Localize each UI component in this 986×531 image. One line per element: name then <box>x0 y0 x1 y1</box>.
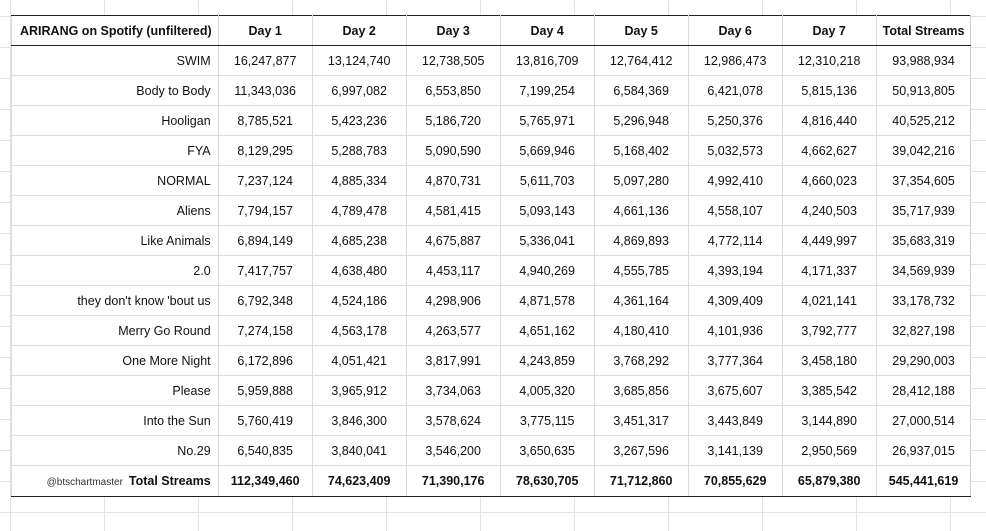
stream-count-cell[interactable]: 4,449,997 <box>782 226 876 256</box>
song-name-cell[interactable]: Please <box>12 376 219 406</box>
stream-count-cell[interactable]: 4,240,503 <box>782 196 876 226</box>
stream-count-cell[interactable]: 4,051,421 <box>312 346 406 376</box>
stream-count-cell[interactable]: 4,021,141 <box>782 286 876 316</box>
song-total-cell[interactable]: 50,913,805 <box>876 76 971 106</box>
song-name-cell[interactable]: Like Animals <box>12 226 219 256</box>
stream-count-cell[interactable]: 3,546,200 <box>406 436 500 466</box>
stream-count-cell[interactable]: 4,563,178 <box>312 316 406 346</box>
stream-count-cell[interactable]: 5,186,720 <box>406 106 500 136</box>
song-total-cell[interactable]: 33,178,732 <box>876 286 971 316</box>
stream-count-cell[interactable]: 6,540,835 <box>218 436 312 466</box>
stream-count-cell[interactable]: 4,675,887 <box>406 226 500 256</box>
song-name-cell[interactable]: they don't know 'bout us <box>12 286 219 316</box>
stream-count-cell[interactable]: 4,524,186 <box>312 286 406 316</box>
column-header-day-4[interactable]: Day 4 <box>500 16 594 46</box>
stream-count-cell[interactable]: 5,250,376 <box>688 106 782 136</box>
stream-count-cell[interactable]: 4,180,410 <box>594 316 688 346</box>
table-row <box>12 166 971 196</box>
stream-count-cell[interactable]: 3,578,624 <box>406 406 500 436</box>
stream-count-cell[interactable]: 7,237,124 <box>218 166 312 196</box>
stream-count-cell[interactable]: 5,168,402 <box>594 136 688 166</box>
stream-count-cell[interactable]: 4,638,480 <box>312 256 406 286</box>
stream-count-cell[interactable]: 11,343,036 <box>218 76 312 106</box>
table-row <box>12 196 971 226</box>
table-row <box>12 106 971 136</box>
stream-count-cell[interactable]: 5,032,573 <box>688 136 782 166</box>
stream-count-cell[interactable]: 3,458,180 <box>782 346 876 376</box>
stream-count-cell[interactable]: 3,965,912 <box>312 376 406 406</box>
stream-count-cell[interactable]: 5,093,143 <box>500 196 594 226</box>
total-cell-grand-total[interactable]: 545,441,619 <box>876 466 971 497</box>
song-name-cell[interactable]: No.29 <box>12 436 219 466</box>
stream-count-cell[interactable]: 4,555,785 <box>594 256 688 286</box>
stream-count-cell[interactable]: 6,997,082 <box>312 76 406 106</box>
stream-count-cell[interactable]: 4,558,107 <box>688 196 782 226</box>
stream-count-cell[interactable]: 4,662,627 <box>782 136 876 166</box>
column-header-day-5[interactable]: Day 5 <box>594 16 688 46</box>
table-row <box>12 436 971 466</box>
stream-count-cell[interactable]: 3,385,542 <box>782 376 876 406</box>
column-header-day-6[interactable]: Day 6 <box>688 16 782 46</box>
stream-count-cell[interactable]: 3,840,041 <box>312 436 406 466</box>
stream-count-cell[interactable]: 4,870,731 <box>406 166 500 196</box>
stream-count-cell[interactable]: 5,336,041 <box>500 226 594 256</box>
stream-count-cell[interactable]: 13,816,709 <box>500 46 594 76</box>
stream-count-cell[interactable]: 7,794,157 <box>218 196 312 226</box>
song-name-cell[interactable]: One More Night <box>12 346 219 376</box>
stream-count-cell[interactable]: 4,816,440 <box>782 106 876 136</box>
stream-count-cell[interactable]: 6,894,149 <box>218 226 312 256</box>
stream-count-cell[interactable]: 7,199,254 <box>500 76 594 106</box>
stream-count-cell[interactable]: 5,765,971 <box>500 106 594 136</box>
column-header-total-streams[interactable]: Total Streams <box>876 16 971 46</box>
stream-count-cell[interactable]: 3,777,364 <box>688 346 782 376</box>
song-total-cell[interactable]: 34,569,939 <box>876 256 971 286</box>
song-total-cell[interactable]: 27,000,514 <box>876 406 971 436</box>
stream-count-cell[interactable]: 4,309,409 <box>688 286 782 316</box>
stream-count-cell[interactable]: 3,768,292 <box>594 346 688 376</box>
song-total-cell[interactable]: 40,525,212 <box>876 106 971 136</box>
table-body <box>12 46 971 466</box>
stream-count-cell[interactable]: 4,992,410 <box>688 166 782 196</box>
stream-count-cell[interactable]: 8,129,295 <box>218 136 312 166</box>
total-cell-day-4[interactable]: 78,630,705 <box>500 466 594 497</box>
stream-count-cell[interactable]: 3,792,777 <box>782 316 876 346</box>
stream-count-cell[interactable]: 5,423,236 <box>312 106 406 136</box>
song-total-cell[interactable]: 35,683,319 <box>876 226 971 256</box>
stream-count-cell[interactable]: 4,661,136 <box>594 196 688 226</box>
total-cell-day-3[interactable]: 71,390,176 <box>406 466 500 497</box>
table-row <box>12 136 971 166</box>
stream-count-cell[interactable]: 4,243,859 <box>500 346 594 376</box>
song-total-cell[interactable]: 93,988,934 <box>876 46 971 76</box>
stream-count-cell[interactable]: 3,144,890 <box>782 406 876 436</box>
stream-count-cell[interactable]: 5,097,280 <box>594 166 688 196</box>
total-cell-day-2[interactable]: 74,623,409 <box>312 466 406 497</box>
stream-count-cell[interactable]: 3,451,317 <box>594 406 688 436</box>
total-cell-day-5[interactable]: 71,712,860 <box>594 466 688 497</box>
song-name-cell[interactable]: NORMAL <box>12 166 219 196</box>
stream-count-cell[interactable]: 5,611,703 <box>500 166 594 196</box>
stream-count-cell[interactable]: 3,685,856 <box>594 376 688 406</box>
stream-count-cell[interactable]: 12,764,412 <box>594 46 688 76</box>
table-row <box>12 76 971 106</box>
stream-count-cell[interactable]: 8,785,521 <box>218 106 312 136</box>
song-total-cell[interactable]: 39,042,216 <box>876 136 971 166</box>
table-row <box>12 46 971 76</box>
table-row <box>12 286 971 316</box>
header-row <box>12 16 971 46</box>
song-name-cell[interactable]: Merry Go Round <box>12 316 219 346</box>
stream-count-cell[interactable]: 7,274,158 <box>218 316 312 346</box>
stream-count-cell[interactable]: 3,817,991 <box>406 346 500 376</box>
song-name-cell[interactable]: FYA <box>12 136 219 166</box>
stream-count-cell[interactable]: 4,101,936 <box>688 316 782 346</box>
stream-count-cell[interactable]: 6,172,896 <box>218 346 312 376</box>
song-total-cell[interactable]: 37,354,605 <box>876 166 971 196</box>
streams-table <box>11 15 971 497</box>
stream-count-cell[interactable]: 16,247,877 <box>218 46 312 76</box>
song-total-cell[interactable]: 29,290,003 <box>876 346 971 376</box>
stream-count-cell[interactable]: 5,959,888 <box>218 376 312 406</box>
stream-count-cell[interactable]: 13,124,740 <box>312 46 406 76</box>
stream-count-cell[interactable]: 3,443,849 <box>688 406 782 436</box>
table-row <box>12 376 971 406</box>
stream-count-cell[interactable]: 12,986,473 <box>688 46 782 76</box>
column-header-day-3[interactable]: Day 3 <box>406 16 500 46</box>
song-total-cell[interactable]: 35,717,939 <box>876 196 971 226</box>
song-name-cell[interactable]: Hooligan <box>12 106 219 136</box>
total-row <box>12 466 971 497</box>
song-total-cell[interactable]: 32,827,198 <box>876 316 971 346</box>
stream-count-cell[interactable]: 3,775,115 <box>500 406 594 436</box>
table-row <box>12 406 971 436</box>
stream-count-cell[interactable]: 5,669,946 <box>500 136 594 166</box>
stream-count-cell[interactable]: 4,361,164 <box>594 286 688 316</box>
stream-count-cell[interactable]: 4,651,162 <box>500 316 594 346</box>
stream-count-cell[interactable]: 5,296,948 <box>594 106 688 136</box>
table-row <box>12 316 971 346</box>
column-header-day-1[interactable]: Day 1 <box>218 16 312 46</box>
stream-count-cell[interactable]: 4,885,334 <box>312 166 406 196</box>
stream-count-cell[interactable]: 4,789,478 <box>312 196 406 226</box>
column-header-day-7[interactable]: Day 7 <box>782 16 876 46</box>
song-name-cell[interactable]: 2.0 <box>12 256 219 286</box>
stream-count-cell[interactable]: 6,792,348 <box>218 286 312 316</box>
stream-count-cell[interactable]: 4,005,320 <box>500 376 594 406</box>
stream-count-cell[interactable]: 5,760,419 <box>218 406 312 436</box>
song-name-cell[interactable]: Aliens <box>12 196 219 226</box>
total-cell-day-1[interactable]: 112,349,460 <box>218 466 312 497</box>
stream-count-cell[interactable]: 3,650,635 <box>500 436 594 466</box>
column-header-day-2[interactable]: Day 2 <box>312 16 406 46</box>
table-title[interactable]: ARIRANG on Spotify (unfiltered) <box>12 16 219 46</box>
table-row <box>12 346 971 376</box>
stream-count-cell[interactable]: 5,090,590 <box>406 136 500 166</box>
table-row <box>12 256 971 286</box>
song-name-cell[interactable]: Into the Sun <box>12 406 219 436</box>
song-total-cell[interactable]: 26,937,015 <box>876 436 971 466</box>
stream-count-cell[interactable]: 7,417,757 <box>218 256 312 286</box>
stream-count-cell[interactable]: 12,310,218 <box>782 46 876 76</box>
stream-count-cell[interactable]: 3,734,063 <box>406 376 500 406</box>
stream-count-cell[interactable]: 6,584,369 <box>594 76 688 106</box>
stream-count-cell[interactable]: 4,772,114 <box>688 226 782 256</box>
song-name-cell[interactable]: Body to Body <box>12 76 219 106</box>
stream-count-cell[interactable]: 3,141,139 <box>688 436 782 466</box>
stream-count-cell[interactable]: 4,263,577 <box>406 316 500 346</box>
stream-count-cell[interactable]: 3,267,596 <box>594 436 688 466</box>
stream-count-cell[interactable]: 2,950,569 <box>782 436 876 466</box>
table-row <box>12 226 971 256</box>
stream-count-cell[interactable]: 5,288,783 <box>312 136 406 166</box>
total-label-cell[interactable] <box>12 466 219 497</box>
stream-count-cell[interactable]: 4,453,117 <box>406 256 500 286</box>
stream-count-cell[interactable]: 4,871,578 <box>500 286 594 316</box>
stream-count-cell[interactable]: 4,298,906 <box>406 286 500 316</box>
stream-count-cell[interactable]: 12,738,505 <box>406 46 500 76</box>
stream-count-cell[interactable]: 4,171,337 <box>782 256 876 286</box>
stream-count-cell[interactable]: 4,869,893 <box>594 226 688 256</box>
stream-count-cell[interactable]: 5,815,136 <box>782 76 876 106</box>
total-cell-day-6[interactable]: 70,855,629 <box>688 466 782 497</box>
stream-count-cell[interactable]: 3,675,607 <box>688 376 782 406</box>
stream-count-cell[interactable]: 3,846,300 <box>312 406 406 436</box>
credit-handle: @btschartmaster <box>46 477 123 488</box>
total-label: Total Streams <box>128 474 211 488</box>
stream-count-cell[interactable]: 4,581,415 <box>406 196 500 226</box>
song-total-cell[interactable]: 28,412,188 <box>876 376 971 406</box>
stream-count-cell[interactable]: 6,553,850 <box>406 76 500 106</box>
stream-count-cell[interactable]: 6,421,078 <box>688 76 782 106</box>
stream-count-cell[interactable]: 4,393,194 <box>688 256 782 286</box>
stream-count-cell[interactable]: 4,940,269 <box>500 256 594 286</box>
stream-count-cell[interactable]: 4,685,238 <box>312 226 406 256</box>
stream-count-cell[interactable]: 4,660,023 <box>782 166 876 196</box>
song-name-cell[interactable]: SWIM <box>12 46 219 76</box>
total-cell-day-7[interactable]: 65,879,380 <box>782 466 876 497</box>
